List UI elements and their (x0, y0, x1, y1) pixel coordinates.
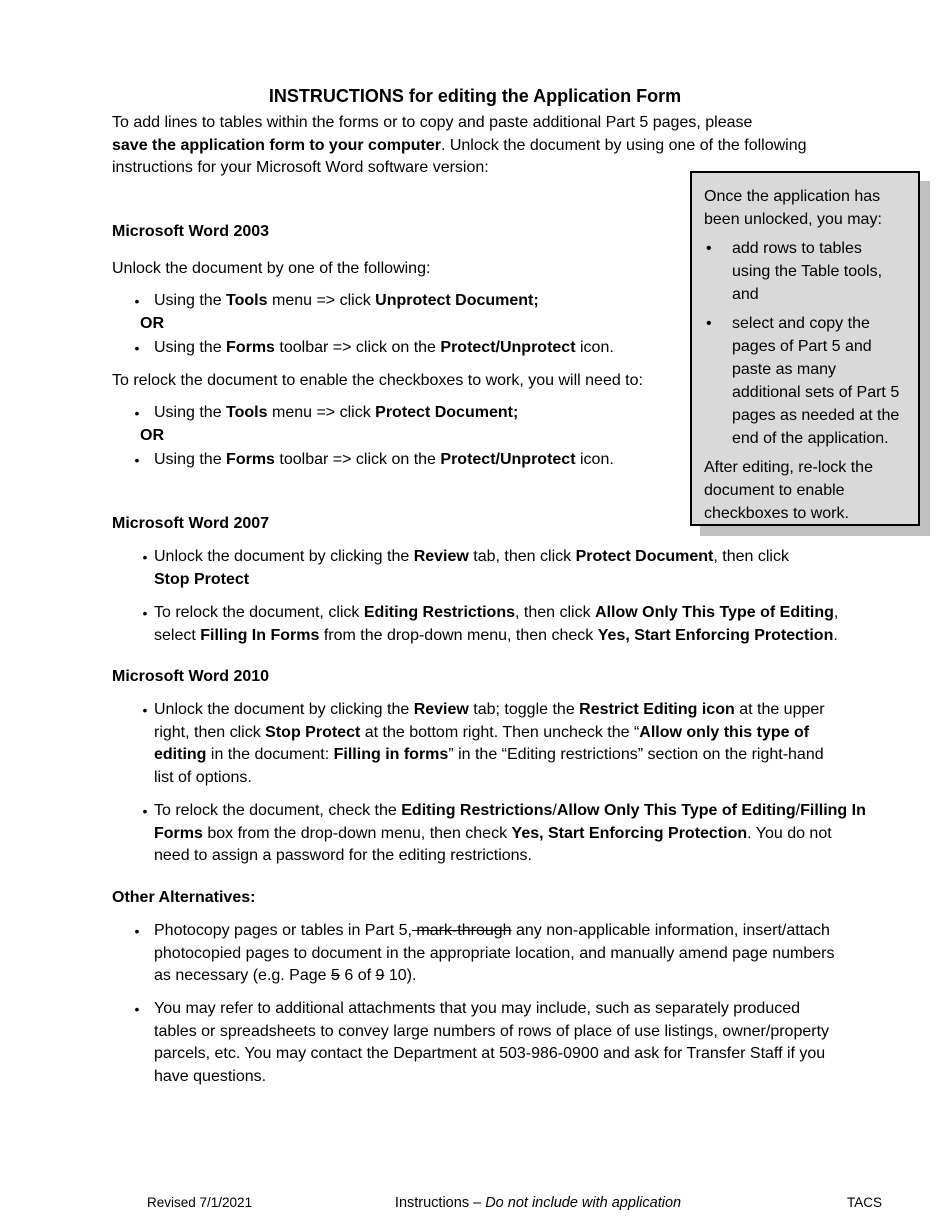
footer-instructions-note: Instructions – Do not include with application (394, 1195, 682, 1211)
bullet-icon: • (134, 923, 140, 939)
sidebar-note-box (690, 171, 920, 526)
bullet-icon: • (142, 803, 148, 819)
footer-revised-date: Revised 7/1/2021 (147, 1195, 253, 1210)
section-heading-other-alternatives: Other Alternatives: (112, 889, 256, 906)
bullet-icon: • (134, 1001, 140, 1017)
intro-line-1: To add lines to tables within the forms or to copy and paste additional Part 5 pages, please (112, 114, 753, 131)
intro-paragraph (112, 112, 912, 180)
other-attachments-item: You may refer to additional attachments that you may include, such as separately produced tables or spreadsheets to convey large numbers of rows of place of use listings, owner/property parcels, etc. You may contact the Department at 503-986-0900 and ask for Transfer Staff if you have questions. (154, 1000, 830, 1085)
w2003-unlock-intro: Unlock the document by one of the following: (112, 260, 431, 277)
w2003-unlock-option-1: Using the Tools menu => click Unprotect Document; (154, 292, 539, 309)
w2003-unlock-option-2: Using the Forms toolbar => click on the Protect/Unprotect icon. (154, 339, 614, 356)
bullet-icon: • (142, 605, 148, 621)
bullet-icon: • (134, 405, 140, 421)
other-photocopy-item: Photocopy pages or tables in Part 5, mark-through any non-applicable information, insert/attach photocopied pages to document in the appropriate location, and manually amend page numbers as necessary (e.g. Page 5 6 of 9 10). (154, 922, 835, 985)
page-title: INSTRUCTIONS for editing the Application Form (268, 86, 682, 106)
section-heading-word-2007: Microsoft Word 2007 (112, 515, 270, 532)
or-label: OR (140, 427, 164, 444)
sidebar-bullet-item: • add rows to tables using the Table tools, and (704, 237, 910, 306)
footer-tacs: TACS (847, 1195, 883, 1210)
bullet-icon: • (134, 293, 140, 309)
intro-line-2: save the application form to your computer. Unlock the document by using one of the following (112, 136, 807, 154)
w2003-relock-intro: To relock the document to enable the checkboxes to work, you will need to: (112, 372, 643, 389)
sidebar-tail: After editing, re-lock the document to enable checkboxes to work. (704, 459, 873, 522)
w2010-relock-item: To relock the document, check the Editing Restrictions/Allow Only This Type of Editing/Filling In Forms box from the drop-down menu, then check Yes, Start Enforcing Protection. You do not need to assign a password for the editing restrictions. (154, 802, 866, 865)
w2003-relock-option-1: Using the Tools menu => click Protect Document; (154, 404, 519, 421)
bullet-icon: • (142, 549, 148, 565)
w2007-relock-item: To relock the document, click Editing Restrictions, then click Allow Only This Type of Editing, select Filling In Forms from the drop-down menu, then check Yes, Start Enforcing Protection. (154, 604, 839, 644)
section-heading-word-2010: Microsoft Word 2010 (112, 668, 270, 685)
w2007-unlock-item: Unlock the document by clicking the Review tab, then click Protect Document, then click Stop Protect (154, 548, 789, 588)
bullet-icon: • (134, 452, 140, 468)
or-label: OR (140, 315, 164, 332)
sidebar-bullet-item: • select and copy the pages of Part 5 and paste as many additional sets of Part 5 pages as needed at the end of the application. (704, 312, 910, 450)
bullet-icon: • (134, 340, 140, 356)
w2010-unlock-item: Unlock the document by clicking the Review tab; toggle the Restrict Editing icon at the upper right, then click Stop Protect at the bottom right. Then uncheck the “Allow only this type of editing in the document: Filling in forms” in the “Editing restrictions” section on the right-hand list of options. (154, 701, 825, 786)
w2003-relock-option-2: Using the Forms toolbar => click on the Protect/Unprotect icon. (154, 451, 614, 468)
section-heading-word-2003: Microsoft Word 2003 (112, 223, 270, 240)
bullet-icon: • (142, 702, 148, 718)
sidebar-lead: Once the application has been unlocked, you may: (704, 188, 882, 228)
intro-line-3: instructions for your Microsoft Word software version: (112, 159, 489, 177)
bullet-icon: • (706, 315, 712, 332)
bullet-icon: • (706, 240, 712, 257)
